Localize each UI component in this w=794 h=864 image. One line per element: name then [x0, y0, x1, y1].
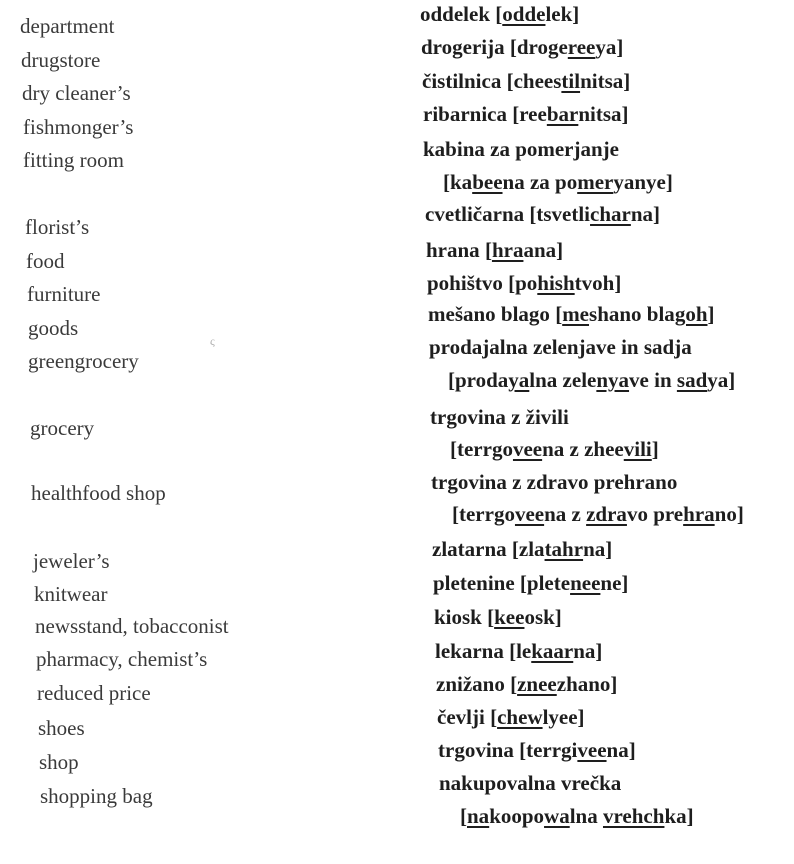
stressed-syllable: vee — [514, 502, 545, 526]
pron-part: [zla — [511, 537, 545, 561]
pronunciation — [509, 639, 602, 663]
pron-part: ya] — [595, 35, 624, 59]
slovene-term: kiosk — [434, 605, 482, 629]
pron-part: [ — [555, 302, 563, 326]
slovene-term: pohištvo — [427, 271, 503, 295]
pronunciation — [485, 238, 563, 262]
stressed-syllable: znee — [517, 672, 557, 696]
pron-part: [terrgo — [450, 437, 513, 461]
pron-part: [le — [509, 639, 532, 663]
stressed-syllable: mer — [577, 170, 614, 194]
slovene-entry — [436, 672, 617, 697]
stressed-syllable: til — [561, 69, 581, 93]
slovene-term: oddelek — [420, 2, 491, 26]
stressed-syllable: vili — [623, 437, 652, 461]
pron-part: [ — [460, 804, 467, 828]
stressed-syllable: odde — [502, 2, 546, 26]
slovene-entry — [425, 202, 660, 227]
slovene-entry — [437, 705, 585, 730]
pron-part: [chees — [506, 69, 562, 93]
english-term: fitting room — [23, 148, 124, 172]
stressed-syllable: zdra — [586, 502, 627, 526]
slovene-entry — [427, 271, 621, 296]
pronunciation — [510, 35, 624, 59]
pron-part: [plete — [519, 571, 571, 595]
english-term: greengrocery — [28, 349, 139, 373]
pronunciation — [512, 102, 628, 126]
slovene-entry — [439, 771, 621, 796]
pron-part: na] — [573, 639, 603, 663]
english-term: healthfood shop — [31, 481, 166, 505]
pron-part: vo pre — [626, 502, 684, 526]
pronunciation — [452, 502, 744, 526]
slovene-term: zlatarna — [432, 537, 507, 561]
slovene-entry — [422, 69, 630, 94]
pron-part: na za po — [502, 170, 578, 194]
slovene-entry — [438, 738, 636, 763]
pron-part: nitsa] — [578, 102, 629, 126]
english-term: shoes — [38, 716, 85, 740]
english-term: department — [20, 14, 115, 38]
pronunciation — [520, 571, 628, 595]
stressed-syllable: sad — [676, 368, 708, 392]
english-term: jeweler’s — [33, 549, 110, 573]
slovene-entry — [421, 35, 623, 60]
slovene-entry — [420, 2, 579, 27]
slovene-term: ribarnica — [423, 102, 507, 126]
stressed-syllable: bee — [472, 170, 503, 194]
stressed-syllable: ya — [508, 368, 530, 392]
slovene-term: čevlji — [437, 705, 485, 729]
stressed-syllable: char — [590, 202, 631, 226]
pronunciation-line — [443, 170, 673, 195]
pronunciation — [448, 368, 735, 392]
pronunciation — [495, 2, 579, 26]
stressed-syllable: tahr — [544, 537, 584, 561]
english-term: drugstore — [21, 48, 101, 72]
pron-part: lyee] — [542, 705, 585, 729]
pron-part: na z zhee — [542, 437, 624, 461]
pronunciation-line — [460, 804, 694, 829]
english-term: newsstand, tobacconist — [35, 614, 229, 638]
pron-part: tvoh] — [574, 271, 622, 295]
slovene-entry — [423, 137, 619, 162]
english-term: goods — [28, 316, 79, 340]
slovene-term: kabina za pomerjanje — [423, 137, 619, 161]
stressed-syllable: me — [562, 302, 590, 326]
stressed-syllable: kaar — [531, 639, 574, 663]
stressed-syllable: hish — [537, 271, 575, 295]
pron-part: ] — [651, 437, 659, 461]
pronunciation — [519, 738, 636, 762]
pronunciation — [443, 170, 673, 194]
slovene-entry — [430, 405, 569, 430]
pron-part: [terrgi — [519, 738, 578, 762]
pron-part: [proda — [448, 368, 509, 392]
english-term: shopping bag — [40, 784, 153, 808]
slovene-entry — [432, 537, 612, 562]
pron-part: no] — [714, 502, 744, 526]
stressed-syllable: kee — [494, 605, 525, 629]
slovene-term: trgovina z živili — [430, 405, 569, 429]
stressed-syllable: wa — [544, 804, 570, 828]
pronunciation — [512, 537, 612, 561]
slovene-term: nakupovalna vrečka — [439, 771, 622, 795]
pron-part: [ — [484, 238, 492, 262]
slovene-entry — [426, 238, 563, 263]
slovene-entry — [431, 470, 677, 495]
pron-part: lna zele — [529, 368, 597, 392]
pron-part: [droge — [509, 35, 568, 59]
english-term: pharmacy, chemist’s — [36, 647, 208, 671]
stressed-syllable: na — [467, 804, 490, 828]
slovene-entry — [435, 639, 602, 664]
pron-part: na] — [630, 202, 661, 226]
pron-part: [ree — [512, 102, 547, 126]
pron-part: [terrgo — [452, 502, 515, 526]
slovene-term: prodajalna zelenjave in sadja — [429, 335, 692, 359]
slovene-term: mešano blago — [428, 302, 550, 326]
pron-part: na] — [606, 738, 636, 762]
pron-part: [ — [487, 605, 495, 629]
stray-mark: ς — [210, 334, 215, 348]
pron-part: koopo — [489, 804, 545, 828]
pronunciation-line — [450, 437, 659, 462]
stressed-syllable: bar — [546, 102, 579, 126]
pronunciation — [507, 69, 631, 93]
pronunciation — [555, 302, 714, 326]
english-term: food — [26, 249, 65, 273]
pronunciation — [460, 804, 694, 828]
stressed-syllable: hra — [491, 238, 524, 262]
slovene-term: trgovina — [438, 738, 514, 762]
slovene-entry — [433, 571, 628, 596]
pron-part: ne] — [600, 571, 629, 595]
slovene-term: trgovina z zdravo prehrano — [431, 470, 678, 494]
english-term: florist’s — [25, 215, 90, 239]
pron-part: na] — [583, 537, 613, 561]
pronunciation — [510, 672, 617, 696]
pron-part: ve in — [629, 368, 677, 392]
pron-part: [ — [490, 705, 498, 729]
slovene-term: drogerija — [421, 35, 505, 59]
pron-part: nitsa] — [580, 69, 631, 93]
stressed-syllable: nee — [570, 571, 601, 595]
english-term: reduced price — [37, 681, 151, 705]
slovene-entry — [434, 605, 562, 630]
slovene-term: pletenine — [433, 571, 515, 595]
pron-part: [ka — [443, 170, 473, 194]
english-term: fishmonger’s — [23, 115, 134, 139]
pron-part: na z — [544, 502, 587, 526]
pronunciation-line — [448, 368, 735, 393]
english-term: dry cleaner’s — [22, 81, 131, 105]
pron-part: ka] — [664, 804, 694, 828]
english-term: knitwear — [34, 582, 108, 606]
pron-part: ] — [707, 302, 715, 326]
pron-part: [ — [510, 672, 518, 696]
english-term: shop — [39, 750, 79, 774]
stressed-syllable: vrehch — [602, 804, 665, 828]
pron-part: zhano] — [556, 672, 618, 696]
pron-part: [ — [495, 2, 503, 26]
slovene-term: lekarna — [435, 639, 504, 663]
stressed-syllable: goh — [674, 302, 708, 326]
slovene-term: čistilnica — [422, 69, 502, 93]
slovene-term: hrana — [426, 238, 480, 262]
stressed-syllable: hra — [683, 502, 715, 526]
slovene-entry — [423, 102, 629, 127]
pron-part: shano bla — [589, 302, 675, 326]
slovene-entry — [429, 335, 692, 360]
english-term: furniture — [27, 282, 101, 306]
pron-part: ya] — [707, 368, 736, 392]
stressed-syllable: nya — [596, 368, 630, 392]
pronunciation-line — [452, 502, 744, 527]
slovene-term: znižano — [436, 672, 505, 696]
stressed-syllable: chew — [497, 705, 543, 729]
pronunciation — [487, 605, 562, 629]
pronunciation — [450, 437, 659, 461]
stressed-syllable: ree — [567, 35, 596, 59]
english-term: grocery — [30, 416, 95, 440]
stressed-syllable: vee — [577, 738, 607, 762]
pron-part: lna — [569, 804, 603, 828]
pronunciation — [529, 202, 660, 226]
pron-part: yanye] — [613, 170, 673, 194]
pronunciation — [490, 705, 584, 729]
pron-part: lek] — [545, 2, 580, 26]
pron-part: [tsvetli — [529, 202, 591, 226]
slovene-entry — [428, 302, 715, 327]
stressed-syllable: vee — [512, 437, 543, 461]
slovene-term: cvetličarna — [425, 202, 525, 226]
pronunciation — [508, 271, 621, 295]
pron-part: ana] — [523, 238, 564, 262]
pron-part: [po — [508, 271, 538, 295]
pron-part: osk] — [524, 605, 562, 629]
